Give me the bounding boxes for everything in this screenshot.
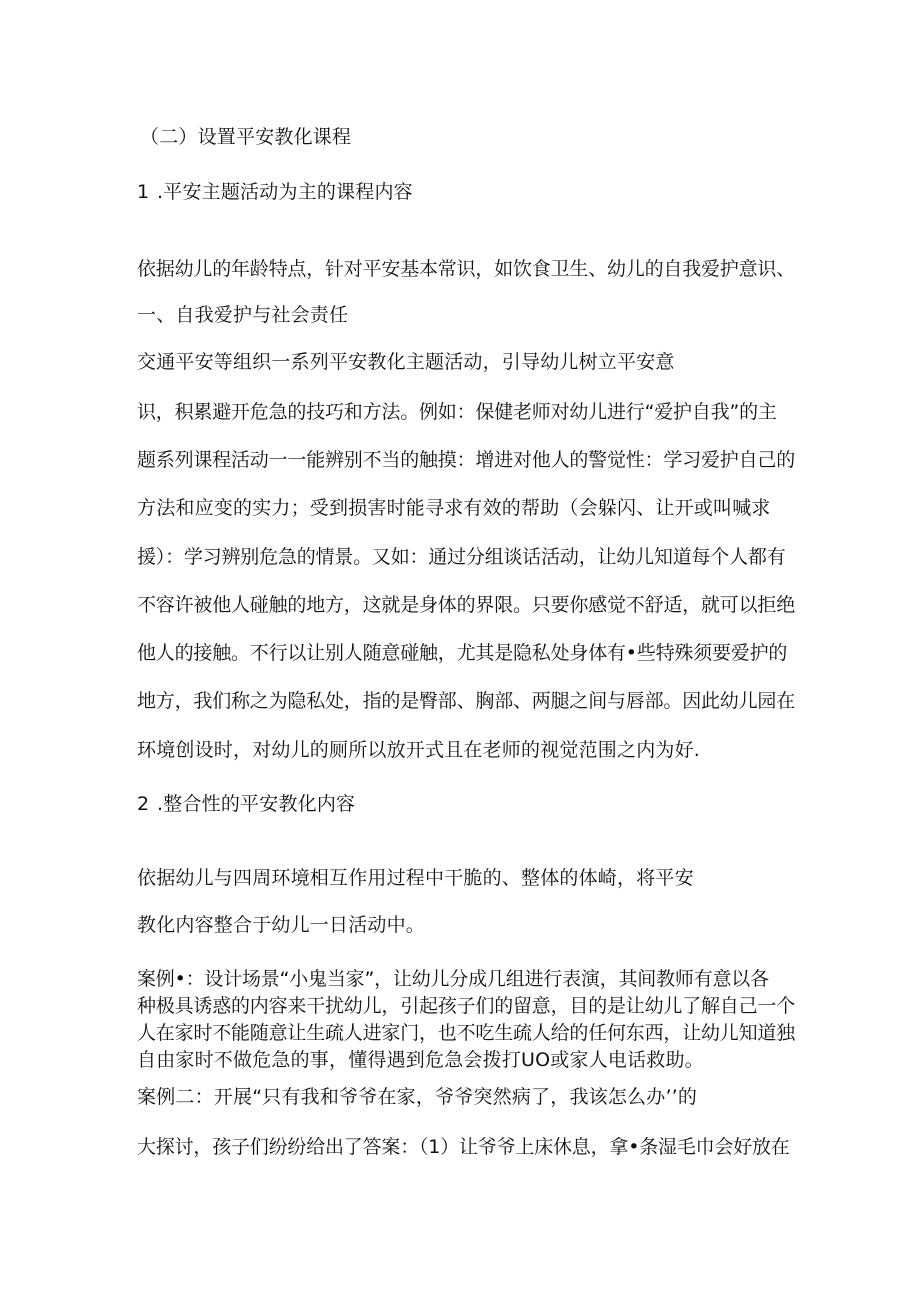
case-line: 案例•：设计场景“小鬼当家”，让幼儿分成几组进行表演，其间教师有意以各	[137, 968, 769, 990]
paragraph-line: 援）：学习辨别危急的情景。又如：通过分组谈话活动，让幼儿知道每个人都有	[137, 546, 786, 568]
paragraph-line: 识，积累避开危急的技巧和方法。例如：保健老师对幼儿进行“爱护自我”的主	[137, 401, 777, 423]
subsection-number-1: 1	[137, 181, 150, 203]
case-line: 人在家时不能随意让生疏人进家门，也不吃生疏人给的任何东西，让幼儿知道独	[137, 1022, 796, 1044]
subsection-title-1: .平安主题活动为主的课程内容	[157, 181, 413, 203]
subsection-heading-1	[137, 180, 413, 204]
paragraph-line: 环境创设时，对幼儿的厕所以放开式且在老师的视觉范围之内为好.	[137, 739, 701, 761]
paragraph-line: 依据幼儿的年龄特点，针对平安基本常识，如饮食卫生、幼儿的自我爱护意识、	[137, 258, 796, 280]
case-line: 案例二：开展“只有我和爷爷在家，爷爷突然病了，我该怎么办’’的	[137, 1086, 698, 1108]
case-line: 大探讨，孩子们纷纷给出了答案：（1）让爷爷上床休息，拿•条湿毛巾会好放在	[137, 1136, 790, 1158]
paragraph-line: 方法和应变的实力；受到损害时能寻求有效的帮助（会躲闪、让开或叫喊求	[137, 497, 771, 519]
paragraph-line: 教化内容整合于幼儿一日活动中。	[137, 914, 426, 936]
subsection-heading-2	[137, 792, 355, 816]
section-heading: （二）设置平安教化课程	[140, 126, 352, 148]
paragraph-line: 地方，我们称之为隐私处，指的是臀部、胸部、两腿之间与唇部。因此幼儿园在	[137, 690, 796, 712]
paragraph-line: 一、自我爱护与社会责任	[137, 304, 349, 326]
subsection-number-2: 2	[137, 793, 150, 815]
paragraph-line: 他人的接触。不行以让别人随意碰触，尤其是隐私处身体有•些特殊须要爱护的	[137, 642, 788, 664]
paragraph-line: 题系列课程活动一一能辨别不当的触摸：增进对他人的警觉性：学习爱护自己的	[137, 449, 796, 471]
paragraph-line: 依据幼儿与四周环境相互作用过程中干脆的、整体的体崎，将平安	[137, 867, 694, 889]
subsection-title-2: .整合性的平安教化内容	[157, 793, 356, 815]
case-line: 自由家时不做危急的事，懂得遇到危急会拨打UO或家人电话救助。	[137, 1049, 704, 1071]
case-line: 种极具诱惑的内容来干扰幼儿，引起孩子们的留意，目的是让幼儿了解自己一个	[137, 995, 796, 1017]
paragraph-line: 交通平安等组织一系列平安教化主题活动，引导幼儿树立平安意	[137, 351, 675, 373]
paragraph-line: 不容许被他人碰触的地方，这就是身体的界限。只要你感觉不舒适，就可以拒绝	[137, 594, 796, 616]
